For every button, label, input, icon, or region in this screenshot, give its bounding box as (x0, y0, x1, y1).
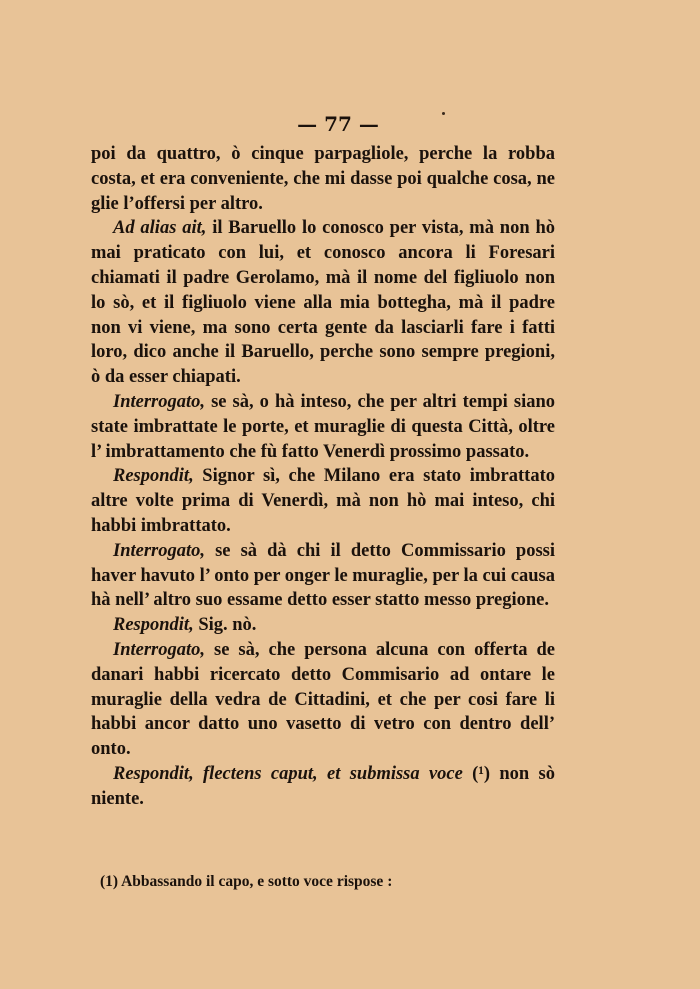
text-run-italic: Ad alias ait, (113, 218, 207, 239)
paragraph (91, 613, 555, 638)
paragraph (91, 762, 555, 812)
text-run: il Baruello lo conosco per vista, mà non hò mai praticato con lui, et conosco ancora li Foresari chiamati il padre Gerolamo, mà il nome del figliuolo non lo sò, et il figliuolo viene alla mia bottegha, mà il padre non vi viene, ma sono certa gente da lasciarli fare i fatti loro, dico anche il Baruello, perche sono sempre pregioni, ò da esser chiapati. (91, 218, 555, 388)
text-run-italic: Interrogato, (113, 540, 206, 561)
text-run: Signor sì, che Milano era stato imbrattato altre volte prima di Venerdì, mà non hò mai inteso, chi habbi imbrattato. (91, 466, 555, 536)
paragraph (91, 464, 555, 538)
text-run: poi da quattro, ò cinque parpagliole, perche la robba costa, et era conveniente, che mi dasse poi qualche cosa, ne glie l’offersi per altro. (91, 144, 555, 214)
text-run: (¹) non sò niente. (91, 763, 555, 809)
paragraph (91, 638, 555, 762)
paragraph (91, 539, 555, 613)
paragraph (91, 142, 555, 216)
text-run-italic: Interrogato, (113, 639, 206, 660)
text-run: se sà dà chi il detto Commissario possi haver havuto l’ onto per onger le muraglie, per la cui causa hà nell’ altro suo essame detto esser statto messo pregione. (91, 540, 555, 611)
page-body (91, 142, 555, 812)
footnote: (1) Abbassando il capo, e sotto voce rispose : (100, 873, 393, 890)
paragraph (91, 216, 555, 390)
text-run-italic: Respondit, (113, 615, 194, 636)
text-run: se sà, che persona alcuna con offerta de danari habbi ricercato detto Commisario ad ontare le muraglie della vedra de Cittadini, et che per cosi fare li habbi ancor datto uno vasetto di vetro con dentro dell’ onto. (91, 639, 555, 760)
page-number: — 77 — (297, 112, 379, 136)
text-run: se sà, o hà inteso, che per altri tempi siano state imbrattate le porte, et muraglie di questa Città, oltre l’ imbrattamento che fù fatto Venerdì prossimo passato. (91, 391, 555, 462)
text-run-italic: Interrogato, (113, 391, 206, 412)
text-run: Sig. nò. (193, 615, 257, 636)
text-run-italic: Respondit, flectens caput, et submissa voce (113, 763, 463, 784)
book-page (91, 112, 555, 812)
text-run-italic: Respondit, (113, 466, 194, 487)
paragraph (91, 390, 555, 464)
